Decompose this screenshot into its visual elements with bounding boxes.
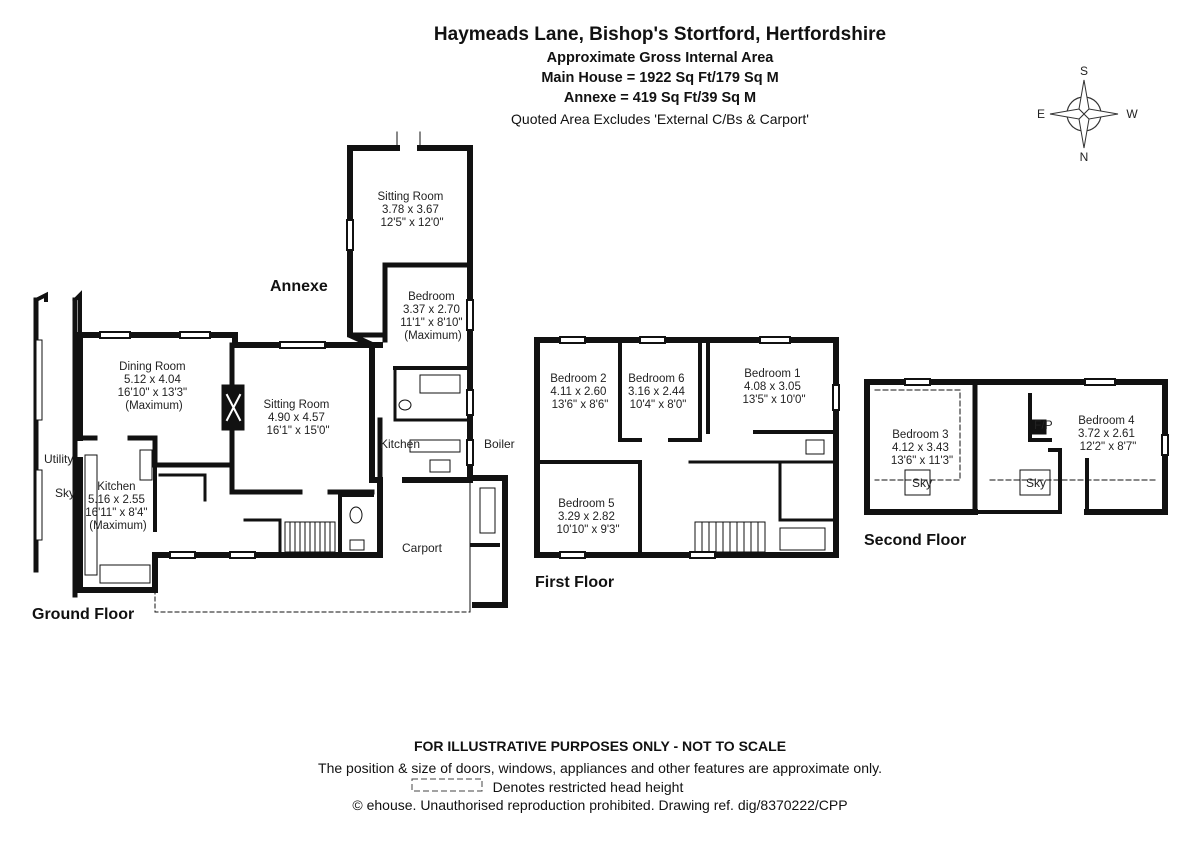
carport-label: Carport	[402, 541, 443, 555]
sky-label: Sky	[55, 486, 76, 500]
room-label: Bedroom 2 4.11 x 2.60 13'6" x 8'6"	[550, 373, 609, 411]
room-label: Sitting Room 3.78 x 3.67 12'5" x 12'0"	[377, 191, 444, 229]
fp-label: F/P	[1034, 418, 1053, 432]
room-label: Bedroom 6 3.16 x 2.44 10'4" x 8'0"	[627, 373, 687, 411]
legend-text: Denotes restricted head height	[492, 779, 684, 795]
copyright: © ehouse. Unauthorised reproduction prohibited. Drawing ref. dig/8370222/CPP	[352, 797, 848, 813]
compass-s-label: S	[1079, 64, 1089, 78]
sky-label: Sky	[912, 476, 933, 490]
compass-n-label: N	[1079, 150, 1089, 164]
utility-label: Utility	[44, 452, 74, 466]
compass-icon	[1037, 64, 1138, 164]
room-label: Bedroom 1 4.08 x 3.05 13'5" x 10'0"	[742, 368, 806, 406]
plan-title: Haymeads Lane, Bishop's Stortford, Hertfordshire	[433, 24, 887, 45]
disclaimer: FOR ILLUSTRATIVE PURPOSES ONLY - NOT TO SCALE	[413, 738, 787, 754]
area-heading: Approximate Gross Internal Area	[546, 50, 774, 66]
compass-e-label: E	[1036, 107, 1046, 121]
room-label: Bedroom 5 3.29 x 2.82 10'10" x 9'3"	[556, 498, 620, 536]
room-label: Bedroom 4 3.72 x 2.61 12'2" x 8'7"	[1077, 415, 1137, 453]
first-floor-label: First Floor	[535, 574, 615, 591]
room-label: Bedroom 3 4.12 x 3.43 13'6" x 11'3"	[890, 429, 954, 467]
position-note: The position & size of doors, windows, appliances and other features are approximate only.	[318, 760, 882, 776]
room-label: Bedroom 3.37 x 2.70 11'1" x 8'10" (Maximum)	[400, 291, 463, 342]
annexe-kitchen-label: Kitchen	[380, 437, 421, 451]
boiler-label: Boiler	[484, 437, 515, 451]
ground-floor-label: Ground Floor	[32, 606, 135, 623]
main-house-area: Main House = 1922 Sq Ft/179 Sq M	[541, 70, 779, 86]
sky-label: Sky	[1026, 476, 1047, 490]
compass-w-label: W	[1126, 107, 1138, 121]
room-label: Sitting Room 4.90 x 4.57 16'1" x 15'0"	[263, 399, 330, 437]
second-floor-label: Second Floor	[864, 532, 967, 549]
annexe-area: Annexe = 419 Sq Ft/39 Sq M	[563, 90, 757, 106]
room-label: Dining Room 5.12 x 4.04 16'10" x 13'3" (Maximum)	[117, 361, 188, 412]
area-note: Quoted Area Excludes 'External C/Bs & Carport'	[511, 111, 809, 127]
annexe-label: Annexe	[270, 278, 328, 295]
room-label: Kitchen 5.16 x 2.55 16'11" x 8'4" (Maximum)	[85, 481, 148, 532]
